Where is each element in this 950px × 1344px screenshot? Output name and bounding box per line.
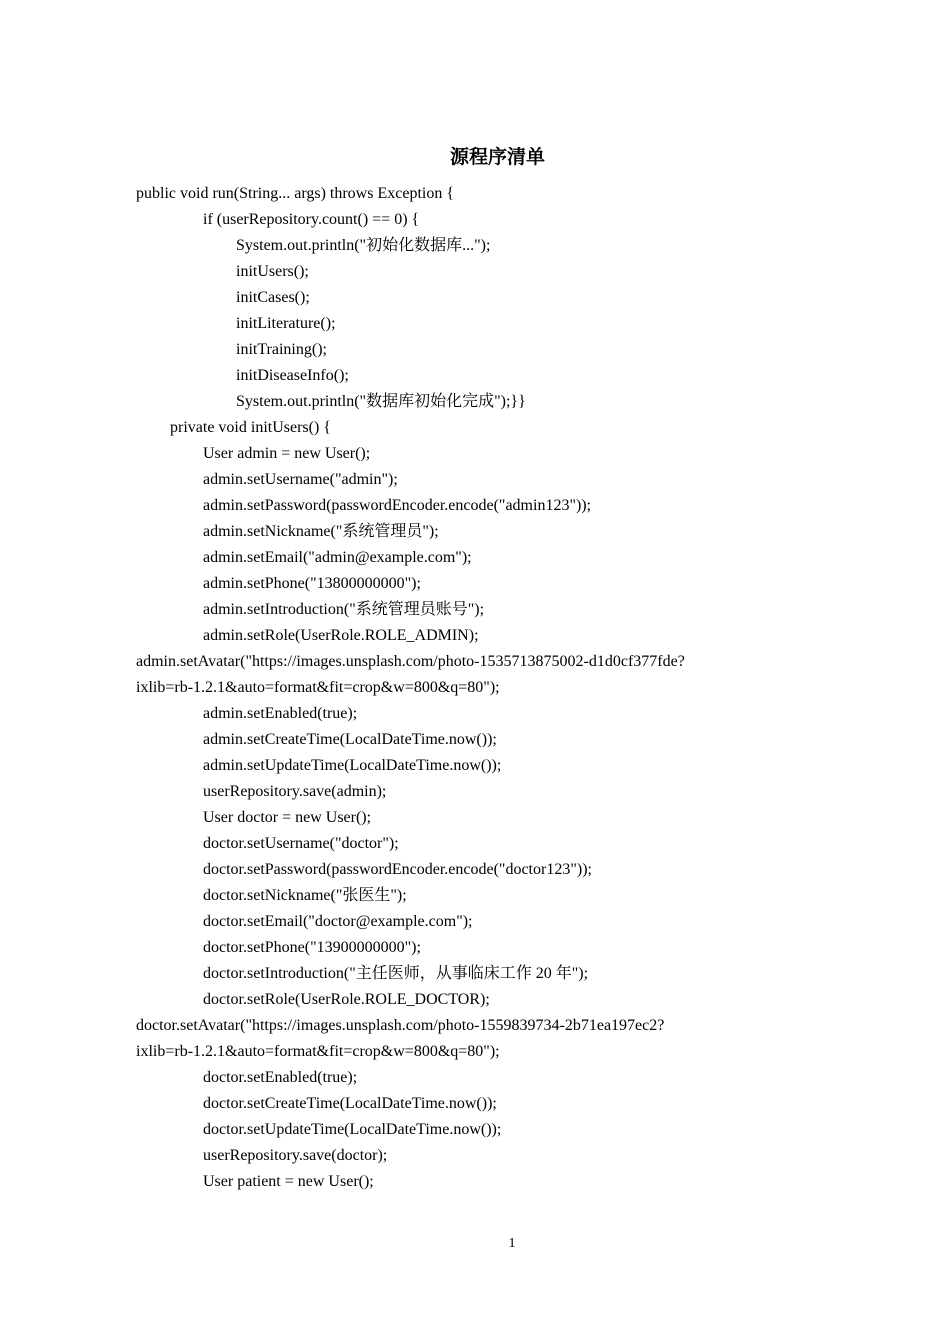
code-line: initCases();: [236, 289, 310, 306]
code-line: admin.setPhone("13800000000");: [203, 575, 421, 592]
code-line: System.out.println("初始化数据库...");: [236, 237, 491, 254]
code-line: doctor.setNickname("张医生");: [203, 887, 407, 904]
code-line: admin.setAvatar("https://images.unsplash.com/photo-1535713875002-d1d0cf377fde?: [136, 653, 685, 670]
code-line: userRepository.save(doctor);: [203, 1147, 388, 1164]
code-line: doctor.setCreateTime(LocalDateTime.now());: [203, 1095, 497, 1112]
code-line: private void initUsers() {: [170, 419, 331, 436]
code-line: initLiterature();: [236, 315, 336, 332]
code-line: doctor.setEnabled(true);: [203, 1069, 358, 1086]
code-line: doctor.setRole(UserRole.ROLE_DOCTOR);: [203, 991, 490, 1008]
code-line: doctor.setPassword(passwordEncoder.encode("doctor123"));: [203, 861, 592, 878]
code-line: doctor.setUpdateTime(LocalDateTime.now());: [203, 1121, 502, 1138]
source-code-listing: [136, 181, 836, 1195]
code-line: ixlib=rb-1.2.1&auto=format&fit=crop&w=800&q=80");: [136, 679, 500, 696]
code-line: initTraining();: [236, 341, 327, 358]
code-line: doctor.setEmail("doctor@example.com");: [203, 913, 473, 930]
code-line: admin.setUpdateTime(LocalDateTime.now());: [203, 757, 502, 774]
code-line: doctor.setUsername("doctor");: [203, 835, 399, 852]
code-line: initDiseaseInfo();: [236, 367, 349, 384]
code-line: initUsers();: [236, 263, 309, 280]
code-line: ixlib=rb-1.2.1&auto=format&fit=crop&w=800&q=80");: [136, 1043, 500, 1060]
code-line: public void run(String... args) throws Exception {: [136, 185, 455, 202]
code-line: admin.setRole(UserRole.ROLE_ADMIN);: [203, 627, 479, 644]
code-line: admin.setUsername("admin");: [203, 471, 398, 488]
code-line: User doctor = new User();: [203, 809, 372, 826]
code-line: admin.setEnabled(true);: [203, 705, 358, 722]
code-line: User patient = new User();: [203, 1173, 374, 1190]
code-line: admin.setNickname("系统管理员");: [203, 523, 439, 540]
code-line: System.out.println("数据库初始化完成");}}: [236, 393, 526, 410]
page-number: 1: [508, 1236, 516, 1251]
code-line: if (userRepository.count() == 0) {: [203, 211, 420, 228]
code-line: doctor.setIntroduction("主任医师，从事临床工作 20 年");: [203, 965, 589, 982]
code-line: admin.setEmail("admin@example.com");: [203, 549, 472, 566]
code-line: doctor.setAvatar("https://images.unsplash.com/photo-1559839734-2b71ea197ec2?: [136, 1017, 665, 1034]
code-line: doctor.setPhone("13900000000");: [203, 939, 421, 956]
code-line: User admin = new User();: [203, 445, 371, 462]
code-line: admin.setCreateTime(LocalDateTime.now());: [203, 731, 497, 748]
code-line: admin.setIntroduction("系统管理员账号");: [203, 601, 485, 618]
page-title: 源程序清单: [449, 147, 545, 168]
code-line: admin.setPassword(passwordEncoder.encode("admin123"));: [203, 497, 592, 514]
code-line: userRepository.save(admin);: [203, 783, 387, 800]
